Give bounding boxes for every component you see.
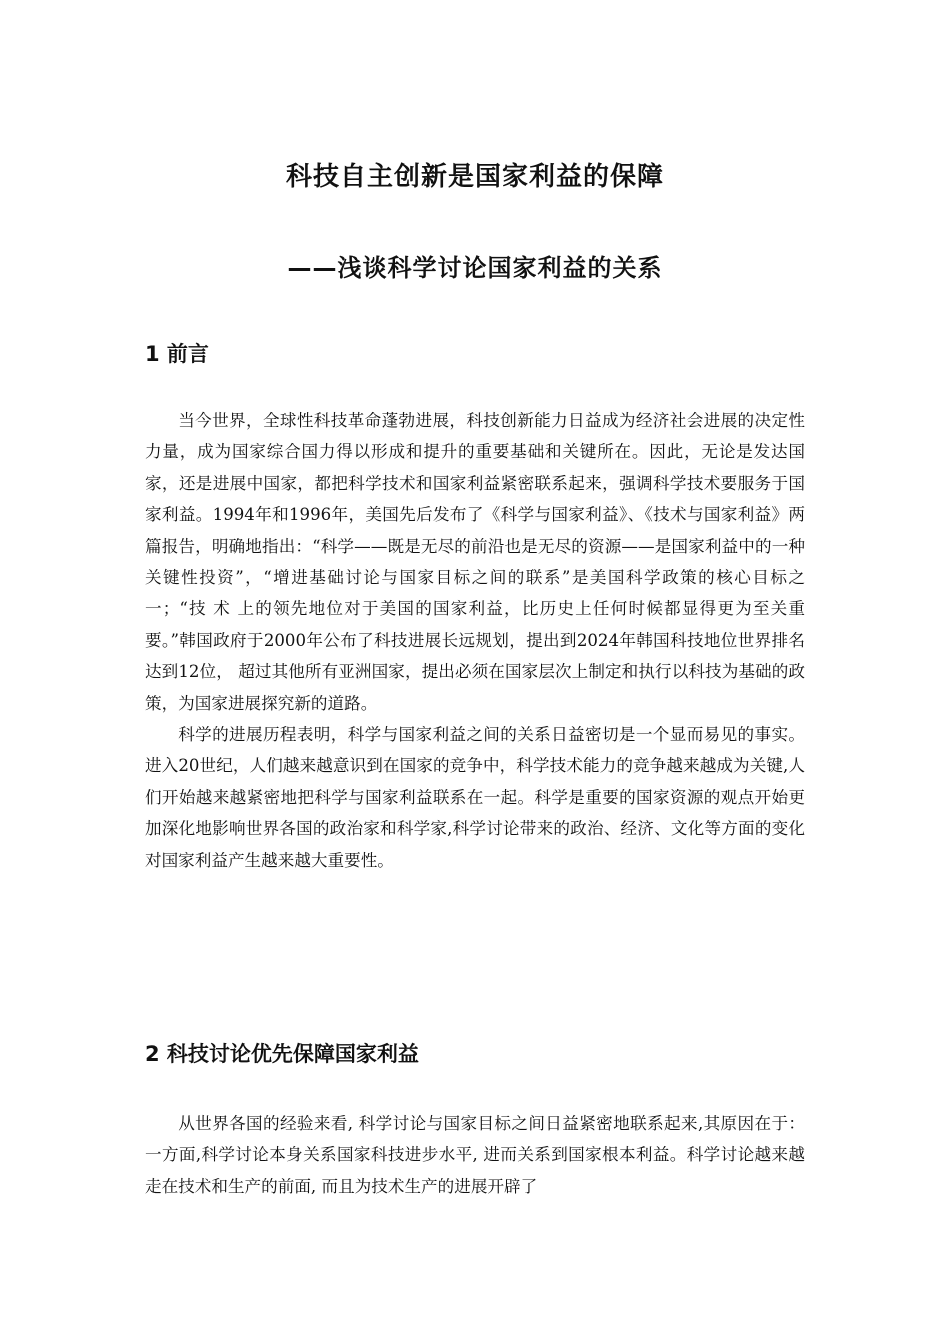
paragraph: 当今世界，全球性科技革命蓬勃进展，科技创新能力日益成为经济社会进展的决定性力量，成为国家综合国力得以形成和提升的重要基础和关键所在。因此，无论是发达国家，还是进展中国家，都把科学技术和国家利益紧密联系起来，强调科学技术要服务于国家利益。1994年和1996年，美国先后发布了《科学与国家利益》、《技术与国家利益》两篇报告，明确地指出：“科学——既是无尽的前沿也是无尽的资源——是国家利益中的一种关键性投资”，“增进基础讨论与国家目标之间的联系”是美国科学政策的核心目标之一；“技 术 上的领先地位对于美国的国家利益，比历史上任何时候都显得更为至关重要。”韩国政府于2000年公布了科技进展长远规划，提出到2024年韩国科技地位世界排名达到12位， 超过其他所有亚洲国家，提出必须在国家层次上制定和执行以科技为基础的政策，为国家进展探究新的道路。	[145, 411, 805, 713]
section-body-priority	[145, 1108, 805, 1202]
section-heading-intro: 1 前言	[145, 342, 209, 366]
paragraph: 科学的进展历程表明，科学与国家利益之间的关系日益密切是一个显而易见的事实。进入20世纪，人们越来越意识到在国家的竞争中，科学技术能力的竞争越来越成为关键,人们开始越来越紧密地把科学与国家利益联系在一起。科学是重要的国家资源的观点开始更加深化地影响世界各国的政治家和科学家,科学讨论带来的政治、经济、文化等方面的变化对国家利益产生越来越大重要性。	[145, 725, 805, 870]
section-heading-priority: 2 科技讨论优先保障国家利益	[145, 1042, 419, 1066]
document-title: 科技自主创新是国家利益的保障	[285, 162, 664, 192]
document-subtitle: ——浅谈科学讨论国家利益的关系	[287, 254, 663, 282]
section-body-intro	[145, 405, 805, 876]
paragraph: 从世界各国的经验来看, 科学讨论与国家目标之间日益紧密地联系起来,其原因在于：一方面,科学讨论本身关系国家科技进步水平, 进而关系到国家根本利益。科学讨论越来越走在技术和生产的前面, 而且为技术生产的进展开辟了	[145, 1114, 805, 1196]
